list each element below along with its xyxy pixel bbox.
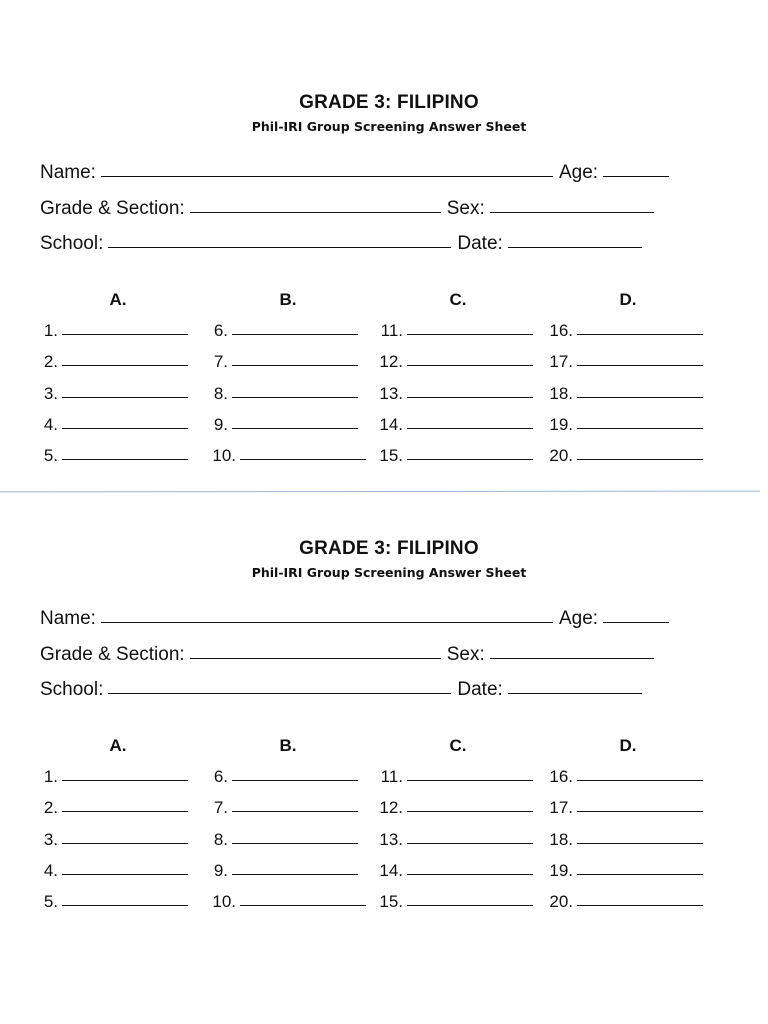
answer-item: [38, 384, 188, 404]
item-number: 12.: [379, 798, 403, 818]
school-field[interactable]: [108, 692, 451, 694]
answer-blank[interactable]: [577, 458, 703, 460]
grade-section-field[interactable]: [190, 211, 441, 213]
item-number: 9.: [213, 414, 228, 434]
answer-blank[interactable]: [62, 842, 188, 844]
age-field[interactable]: [603, 621, 669, 623]
column-header: B.: [279, 290, 297, 309]
answer-item: [208, 861, 358, 881]
sex-field[interactable]: [490, 211, 654, 213]
column-header: C.: [449, 290, 467, 309]
answer-blank[interactable]: [577, 427, 703, 429]
column-header: D.: [619, 736, 637, 755]
answer-item: [38, 892, 188, 912]
name-label: Name:: [40, 608, 96, 629]
answer-blank[interactable]: [62, 364, 188, 366]
answer-item: [38, 861, 188, 881]
name-label: Name:: [40, 162, 96, 183]
answer-item: [545, 321, 703, 341]
answer-sheet: [0, 538, 768, 978]
item-number: 17.: [549, 352, 573, 372]
answer-blank[interactable]: [232, 333, 358, 335]
sheet-subtitle: Phil-IRI Group Screening Answer Sheet: [251, 119, 527, 134]
date-field[interactable]: [508, 692, 642, 694]
answer-blank[interactable]: [62, 427, 188, 429]
answer-item: [208, 892, 366, 912]
name-age-row: [40, 162, 675, 184]
answer-blank[interactable]: [240, 904, 366, 906]
answer-item: [208, 798, 358, 818]
item-number: 20.: [549, 892, 573, 912]
answer-blank[interactable]: [62, 396, 188, 398]
age-field[interactable]: [603, 175, 669, 177]
answer-blank[interactable]: [407, 364, 533, 366]
answer-blank[interactable]: [577, 810, 703, 812]
item-number: 1.: [43, 767, 58, 786]
answer-item: [208, 384, 358, 404]
column-header: C.: [449, 736, 467, 755]
item-number: 10.: [212, 892, 236, 912]
item-number: 14.: [379, 860, 403, 880]
answer-blank[interactable]: [407, 810, 533, 812]
answer-sheet: [0, 92, 768, 532]
item-number: 3.: [43, 383, 58, 403]
item-number: 7.: [213, 798, 228, 818]
answer-blank[interactable]: [577, 904, 703, 906]
item-number: 13.: [379, 829, 403, 849]
item-number: 7.: [213, 352, 228, 372]
answer-item: [38, 830, 188, 850]
answer-item: [545, 892, 703, 912]
item-number: 18.: [549, 383, 573, 403]
column-header: A.: [109, 290, 127, 309]
item-number: 19.: [549, 860, 573, 880]
answer-blank[interactable]: [62, 458, 188, 460]
item-number: 11.: [380, 767, 403, 786]
item-number: 11.: [380, 321, 403, 340]
answer-blank[interactable]: [62, 333, 188, 335]
answer-item: [375, 798, 533, 818]
answer-blank[interactable]: [407, 873, 533, 875]
school-label: School:: [40, 679, 104, 700]
answer-blank[interactable]: [577, 364, 703, 366]
sex-field[interactable]: [490, 657, 654, 659]
answer-item: [38, 415, 188, 435]
answer-blank[interactable]: [62, 873, 188, 875]
item-number: 10.: [212, 446, 236, 466]
item-number: 6.: [213, 321, 228, 340]
answer-item: [38, 446, 188, 466]
school-label: School:: [40, 233, 104, 254]
answer-blank[interactable]: [577, 873, 703, 875]
item-number: 4.: [43, 860, 58, 880]
answer-item: [545, 798, 703, 818]
name-age-row: [40, 608, 675, 630]
answer-item: [545, 352, 703, 372]
answer-item: [375, 446, 533, 466]
answer-item: [375, 384, 533, 404]
sheet-title: GRADE 3: FILIPINO: [299, 538, 479, 559]
answer-item: [208, 767, 358, 787]
answer-item: [375, 352, 533, 372]
date-label: Date:: [457, 233, 503, 254]
answer-blank[interactable]: [577, 396, 703, 398]
item-number: 12.: [379, 352, 403, 372]
answer-item: [375, 767, 533, 787]
item-number: 9.: [213, 860, 228, 880]
item-number: 18.: [549, 829, 573, 849]
answer-blank[interactable]: [407, 396, 533, 398]
school-date-row: [40, 233, 648, 255]
answer-item: [545, 415, 703, 435]
answer-item: [208, 352, 358, 372]
item-number: 16.: [549, 321, 573, 340]
item-number: 2.: [43, 352, 58, 372]
sheet-title: GRADE 3: FILIPINO: [299, 92, 479, 113]
answer-item: [208, 446, 366, 466]
item-number: 15.: [379, 892, 403, 912]
name-field[interactable]: [101, 621, 553, 623]
answer-item: [375, 830, 533, 850]
school-date-row: [40, 679, 648, 701]
item-number: 13.: [379, 383, 403, 403]
item-number: 20.: [549, 446, 573, 466]
answer-item: [375, 892, 533, 912]
answer-blank[interactable]: [407, 904, 533, 906]
item-number: 3.: [43, 829, 58, 849]
answer-blank[interactable]: [407, 779, 533, 781]
answer-blank[interactable]: [577, 779, 703, 781]
answer-blank[interactable]: [232, 396, 358, 398]
answer-blank[interactable]: [62, 779, 188, 781]
item-number: 2.: [43, 798, 58, 818]
answer-blank[interactable]: [240, 458, 366, 460]
item-number: 5.: [43, 892, 58, 912]
sex-label: Sex:: [446, 198, 485, 219]
answer-blank[interactable]: [407, 427, 533, 429]
school-field[interactable]: [108, 246, 451, 248]
grade-section-label: Grade & Section:: [40, 644, 185, 665]
grade-section-label: Grade & Section:: [40, 198, 185, 219]
answer-item: [208, 415, 358, 435]
answer-blank[interactable]: [577, 842, 703, 844]
answer-item: [38, 321, 188, 341]
answer-blank[interactable]: [232, 427, 358, 429]
answer-item: [545, 446, 703, 466]
item-number: 17.: [549, 798, 573, 818]
answer-blank[interactable]: [232, 873, 358, 875]
answer-item: [208, 830, 358, 850]
item-number: 1.: [43, 321, 58, 340]
item-number: 15.: [379, 446, 403, 466]
date-label: Date:: [457, 679, 503, 700]
item-number: 14.: [379, 414, 403, 434]
date-field[interactable]: [508, 246, 642, 248]
answer-blank[interactable]: [232, 364, 358, 366]
answer-blank[interactable]: [407, 333, 533, 335]
grade-sex-row: [40, 198, 660, 220]
age-label: Age:: [558, 608, 599, 629]
answer-item: [375, 861, 533, 881]
answer-blank[interactable]: [577, 333, 703, 335]
item-number: 19.: [549, 414, 573, 434]
item-number: 6.: [213, 767, 228, 786]
item-number: 5.: [43, 446, 58, 466]
item-number: 4.: [43, 414, 58, 434]
sheet-subtitle: Phil-IRI Group Screening Answer Sheet: [251, 565, 527, 580]
answer-item: [375, 321, 533, 341]
answer-blank[interactable]: [232, 810, 358, 812]
answer-item: [545, 767, 703, 787]
answer-item: [38, 767, 188, 787]
answer-item: [38, 352, 188, 372]
column-header: D.: [619, 290, 637, 309]
answer-item: [545, 830, 703, 850]
name-field[interactable]: [101, 175, 553, 177]
answer-blank[interactable]: [407, 842, 533, 844]
grade-section-field[interactable]: [190, 657, 441, 659]
item-number: 16.: [549, 767, 573, 786]
answer-blank[interactable]: [62, 904, 188, 906]
answer-item: [38, 798, 188, 818]
sex-label: Sex:: [446, 644, 485, 665]
age-label: Age:: [558, 162, 599, 183]
answer-blank[interactable]: [407, 458, 533, 460]
item-number: 8.: [213, 383, 228, 403]
column-header: A.: [109, 736, 127, 755]
answer-blank[interactable]: [232, 779, 358, 781]
column-header: B.: [279, 736, 297, 755]
item-number: 8.: [213, 829, 228, 849]
answer-item: [208, 321, 358, 341]
answer-item: [545, 384, 703, 404]
answer-item: [545, 861, 703, 881]
answer-blank[interactable]: [232, 842, 358, 844]
answer-blank[interactable]: [62, 810, 188, 812]
grade-sex-row: [40, 644, 660, 666]
answer-item: [375, 415, 533, 435]
